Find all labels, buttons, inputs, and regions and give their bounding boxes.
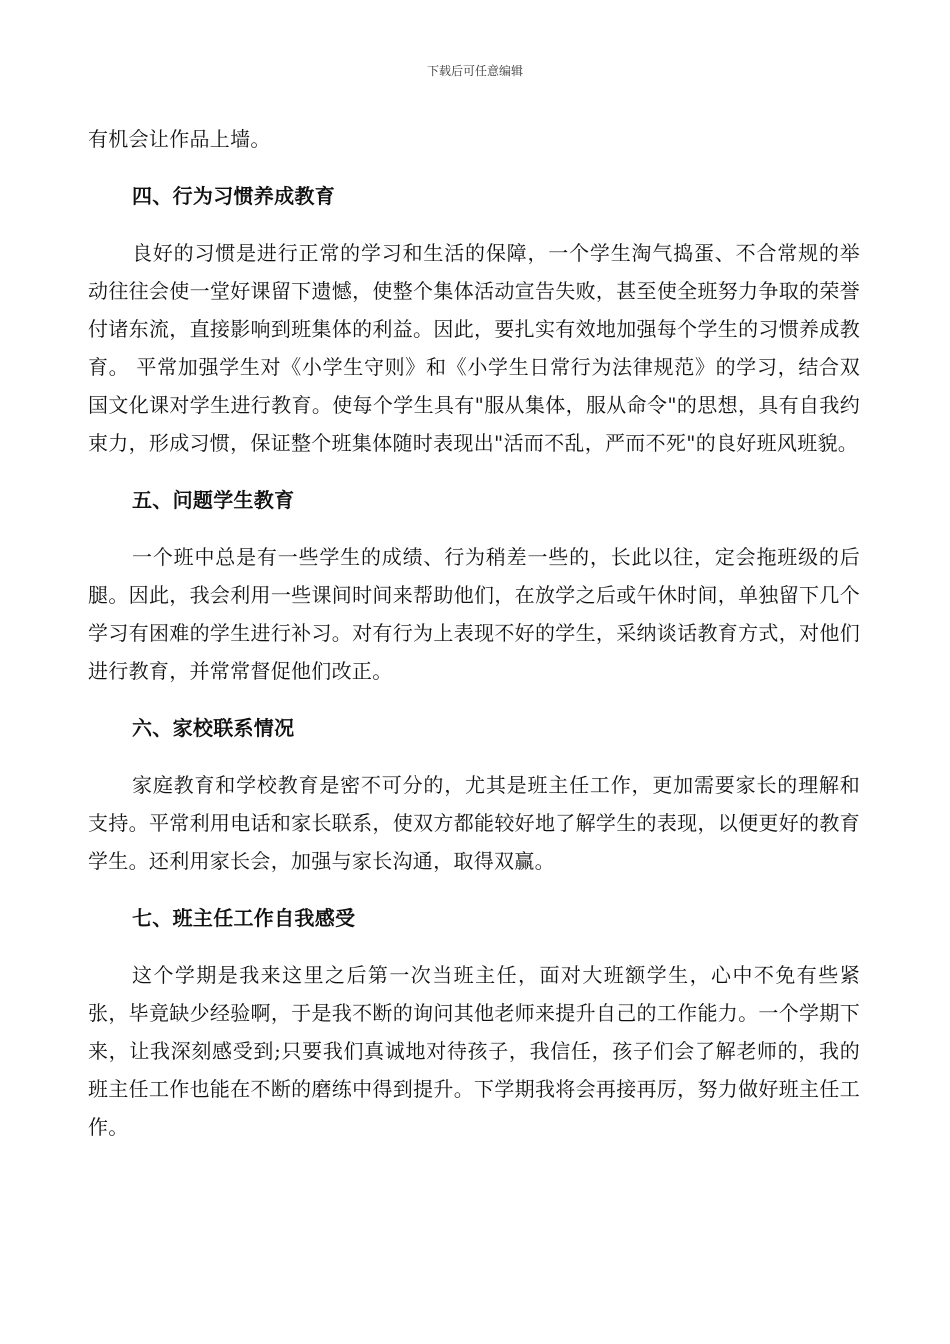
- section-6-heading: 六、家校联系情况: [132, 716, 295, 740]
- page-header: 下载后可任意编辑: [426, 64, 523, 78]
- section-7-heading: 七、班主任工作自我感受: [132, 906, 356, 930]
- document-body: [88, 120, 860, 1165]
- section-4-paragraph: 良好的习惯是进行正常的学习和生活的保障，一个学生淘气捣蛋、不合常规的举动往往会使一堂好课留下遗憾，使整个集体活动宣告失败，甚至使全班努力争取的荣誉付诸东流，直接影响到班集体的利益。因此，要扎实有效地加强每个学生的习惯养成教育。 平常加强学生对《小学生守则》和《小学生日常行为法律规范》的学习，结合双国文化课对学生进行教育。使每个学生具有"服从集体，服从命令"的思想，具有自我约束力，形成习惯，保证整个班集体随时表现出"活而不乱，严而不死"的良好班风班貌。: [88, 241, 860, 455]
- intro-tail-paragraph: 有机会让作品上墙。: [88, 127, 271, 151]
- section-4-heading: 四、行为习惯养成教育: [132, 184, 335, 208]
- section-5-paragraph: 一个班中总是有一些学生的成绩、行为稍差一些的，长此以往，定会拖班级的后腿。因此，我会利用一些课间时间来帮助他们，在放学之后或午休时间，单独留下几个学习有困难的学生进行补习。对有行为上表现不好的学生，采纳谈话教育方式，对他们进行教育，并常常督促他们改正。: [88, 545, 860, 683]
- section-6-paragraph: 家庭教育和学校教育是密不可分的，尤其是班主任工作，更加需要家长的理解和支持。平常利用电话和家长联系，使双方都能较好地了解学生的表现，以便更好的教育学生。还利用家长会，加强与家长沟通，取得双赢。: [88, 773, 860, 873]
- section-7-paragraph: 这个学期是我来这里之后第一次当班主任，面对大班额学生，心中不免有些紧张，毕竟缺少经验啊，于是我不断的询问其他老师来提升自己的工作能力。一个学期下来，让我深刻感受到;只要我们真诚地对待孩子，我信任，孩子们会了解老师的，我的班主任工作也能在不断的磨练中得到提升。下学期我将会再接再厉，努力做好班主任工作。: [88, 963, 860, 1139]
- section-5-heading: 五、问题学生教育: [132, 488, 295, 512]
